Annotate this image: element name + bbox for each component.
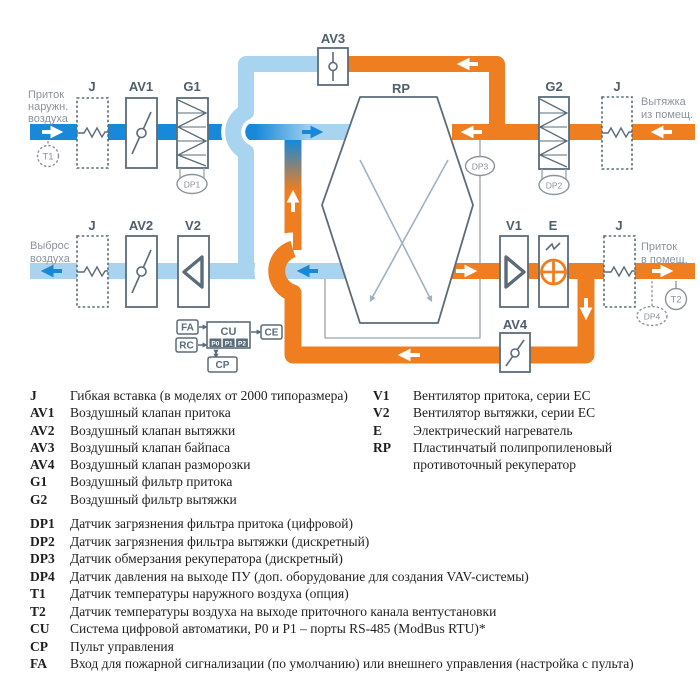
label-j-tl: J xyxy=(88,79,96,94)
caption-supply-room-2: в помещ. xyxy=(641,254,688,266)
valve-av3 xyxy=(318,48,348,85)
legend-desc: Воздушный фильтр вытяжки xyxy=(70,491,237,507)
label-g2: G2 xyxy=(545,79,563,94)
legend-row xyxy=(30,550,695,568)
label-j-bl: J xyxy=(88,218,96,233)
legend-row xyxy=(30,638,695,656)
legend-desc: Воздушный клапан разморозки xyxy=(70,457,251,473)
label-dp2: DP2 xyxy=(545,180,563,191)
legend-term: RP xyxy=(373,439,391,455)
caption-discharge-1: Выброс xyxy=(30,240,70,252)
legend-row xyxy=(30,491,365,508)
legend-term: DP4 xyxy=(30,568,55,584)
sensor-dp3 xyxy=(466,157,495,176)
legend-desc: Пластинчатый полипропиленовый xyxy=(413,439,613,455)
legend-term: G2 xyxy=(30,491,48,507)
legend-desc: Датчик температуры наружного воздуха (опция) xyxy=(70,586,349,601)
legend-term: V2 xyxy=(373,405,390,421)
legend-row xyxy=(30,655,695,673)
label-e: E xyxy=(548,218,558,233)
legend-row xyxy=(373,456,695,473)
legend-desc: Система цифровой автоматики, P0 и P1 – порты RS-485 (ModBus RTU)* xyxy=(70,621,486,636)
legend-desc: Датчик температуры воздуха на выходе приточного канала вентустановки xyxy=(70,603,497,619)
label-p0: P0 xyxy=(211,340,220,348)
label-ce: CE xyxy=(264,327,279,339)
label-t1: T1 xyxy=(42,151,54,163)
legend-term: G1 xyxy=(30,474,48,490)
legend-term: T2 xyxy=(30,603,46,619)
legend-row xyxy=(30,603,695,621)
legend-desc: Датчик обмерзания рекуператора (дискретный) xyxy=(70,551,343,566)
legend-row xyxy=(30,473,365,490)
legend-row xyxy=(373,422,695,439)
valve-av1 xyxy=(126,98,157,168)
label-av3: AV3 xyxy=(320,31,346,46)
label-dp4: DP4 xyxy=(643,311,661,322)
label-fa: FA xyxy=(181,322,194,334)
sensor-dp4 xyxy=(637,281,667,326)
label-cp: CP xyxy=(215,360,230,371)
legend-row xyxy=(30,456,365,473)
legend-row xyxy=(30,387,365,404)
label-t2: T2 xyxy=(670,294,682,306)
legend-desc: Датчик загрязнения фильтра притока (цифровой) xyxy=(70,516,353,531)
label-g1: G1 xyxy=(183,79,201,94)
legend-term: T1 xyxy=(30,586,46,601)
legend-desc: Пульт управления xyxy=(70,638,174,654)
valve-av4 xyxy=(500,333,530,372)
legend-row xyxy=(30,620,695,638)
label-dp3: DP3 xyxy=(471,161,489,172)
legend-row xyxy=(30,585,695,603)
legend-term: AV3 xyxy=(30,439,55,455)
control-unit-block xyxy=(176,320,282,372)
label-p2: P2 xyxy=(238,340,246,348)
legend-term: CP xyxy=(30,638,48,654)
heater-e xyxy=(539,236,568,307)
valve-av2 xyxy=(126,236,157,307)
legend-row xyxy=(373,439,695,456)
legend-desc: Вентилятор притока, серии EC xyxy=(413,388,591,403)
label-rc: RC xyxy=(179,340,194,352)
label-av1: AV1 xyxy=(128,79,154,94)
legend-term: V1 xyxy=(373,388,390,403)
fan-v1 xyxy=(500,236,528,307)
label-j-tr: J xyxy=(613,79,621,94)
label-av4: AV4 xyxy=(502,317,528,332)
filter-g1 xyxy=(177,98,208,168)
legend-term: AV2 xyxy=(30,422,55,438)
label-p1: P1 xyxy=(224,340,233,348)
label-v2: V2 xyxy=(185,218,201,233)
legend-desc: Электрический нагреватель xyxy=(413,422,573,438)
legend-components-right xyxy=(373,387,695,473)
legend-term: DP1 xyxy=(30,516,55,531)
legend-desc: противоточный рекуператор xyxy=(413,457,577,473)
sensor-dp1 xyxy=(177,168,207,194)
label-dp1: DP1 xyxy=(183,179,201,190)
legend-row xyxy=(30,568,695,586)
legend-row xyxy=(30,533,695,551)
legend-desc: Воздушный фильтр притока xyxy=(70,474,233,490)
legend-term: DP3 xyxy=(30,551,55,566)
label-av2: AV2 xyxy=(128,218,154,233)
fan-v2 xyxy=(178,236,209,307)
legend-term: FA xyxy=(30,656,47,671)
legend-row xyxy=(373,387,695,404)
legend-desc: Воздушный клапан байпаса xyxy=(70,439,231,455)
filter-g2 xyxy=(539,97,569,169)
caption-discharge-2: воздуха xyxy=(30,253,70,265)
sensor-t2 xyxy=(666,281,687,310)
caption-exhaust-room-2: из помещ. xyxy=(641,109,694,121)
legend-desc: Гибкая вставка (в моделях от 2000 типоразмера) xyxy=(70,388,348,403)
legend-components-left xyxy=(30,387,365,508)
legend-row xyxy=(30,404,365,421)
legend-desc: Датчик давления на выходе ПУ (доп. оборудование для создания VAV-системы) xyxy=(70,568,529,584)
legend-term: CU xyxy=(30,621,50,636)
caption-intake-1: Приток xyxy=(28,89,65,101)
recuperator-rp xyxy=(322,81,473,323)
legend-desc: Вход для пожарной сигнализации (по умолчанию) или внешнего управления (настройка с пульта) xyxy=(70,656,634,671)
legend-term: AV1 xyxy=(30,405,55,421)
legend-row xyxy=(30,439,365,456)
caption-supply-room-1: Приток xyxy=(641,241,678,253)
legend-row xyxy=(30,515,695,533)
legend-desc: Воздушный клапан притока xyxy=(70,405,231,421)
label-rp: RP xyxy=(391,81,411,96)
legend-term: E xyxy=(373,422,383,438)
label-j-br: J xyxy=(615,218,623,233)
caption-intake-2: наружн. xyxy=(28,101,69,113)
label-v1: V1 xyxy=(506,218,522,233)
caption-exhaust-room-1: Вытяжка xyxy=(641,96,686,108)
sensor-dp2 xyxy=(539,169,569,195)
legend-desc: Вентилятор вытяжки, серии EC xyxy=(413,405,596,421)
legend-term: DP2 xyxy=(30,533,55,549)
caption-intake-3: воздуха xyxy=(28,113,68,125)
label-cu: CU xyxy=(220,326,237,338)
sensor-t1 xyxy=(38,141,59,167)
legend-row xyxy=(373,404,695,421)
legend-term: J xyxy=(30,388,37,403)
legend-sensors xyxy=(30,515,695,673)
legend-desc: Воздушный клапан вытяжки xyxy=(70,422,236,438)
legend-desc: Датчик загрязнения фильтра вытяжки (дискретный) xyxy=(70,533,370,549)
legend-term: AV4 xyxy=(30,457,55,473)
legend-row xyxy=(30,422,365,439)
